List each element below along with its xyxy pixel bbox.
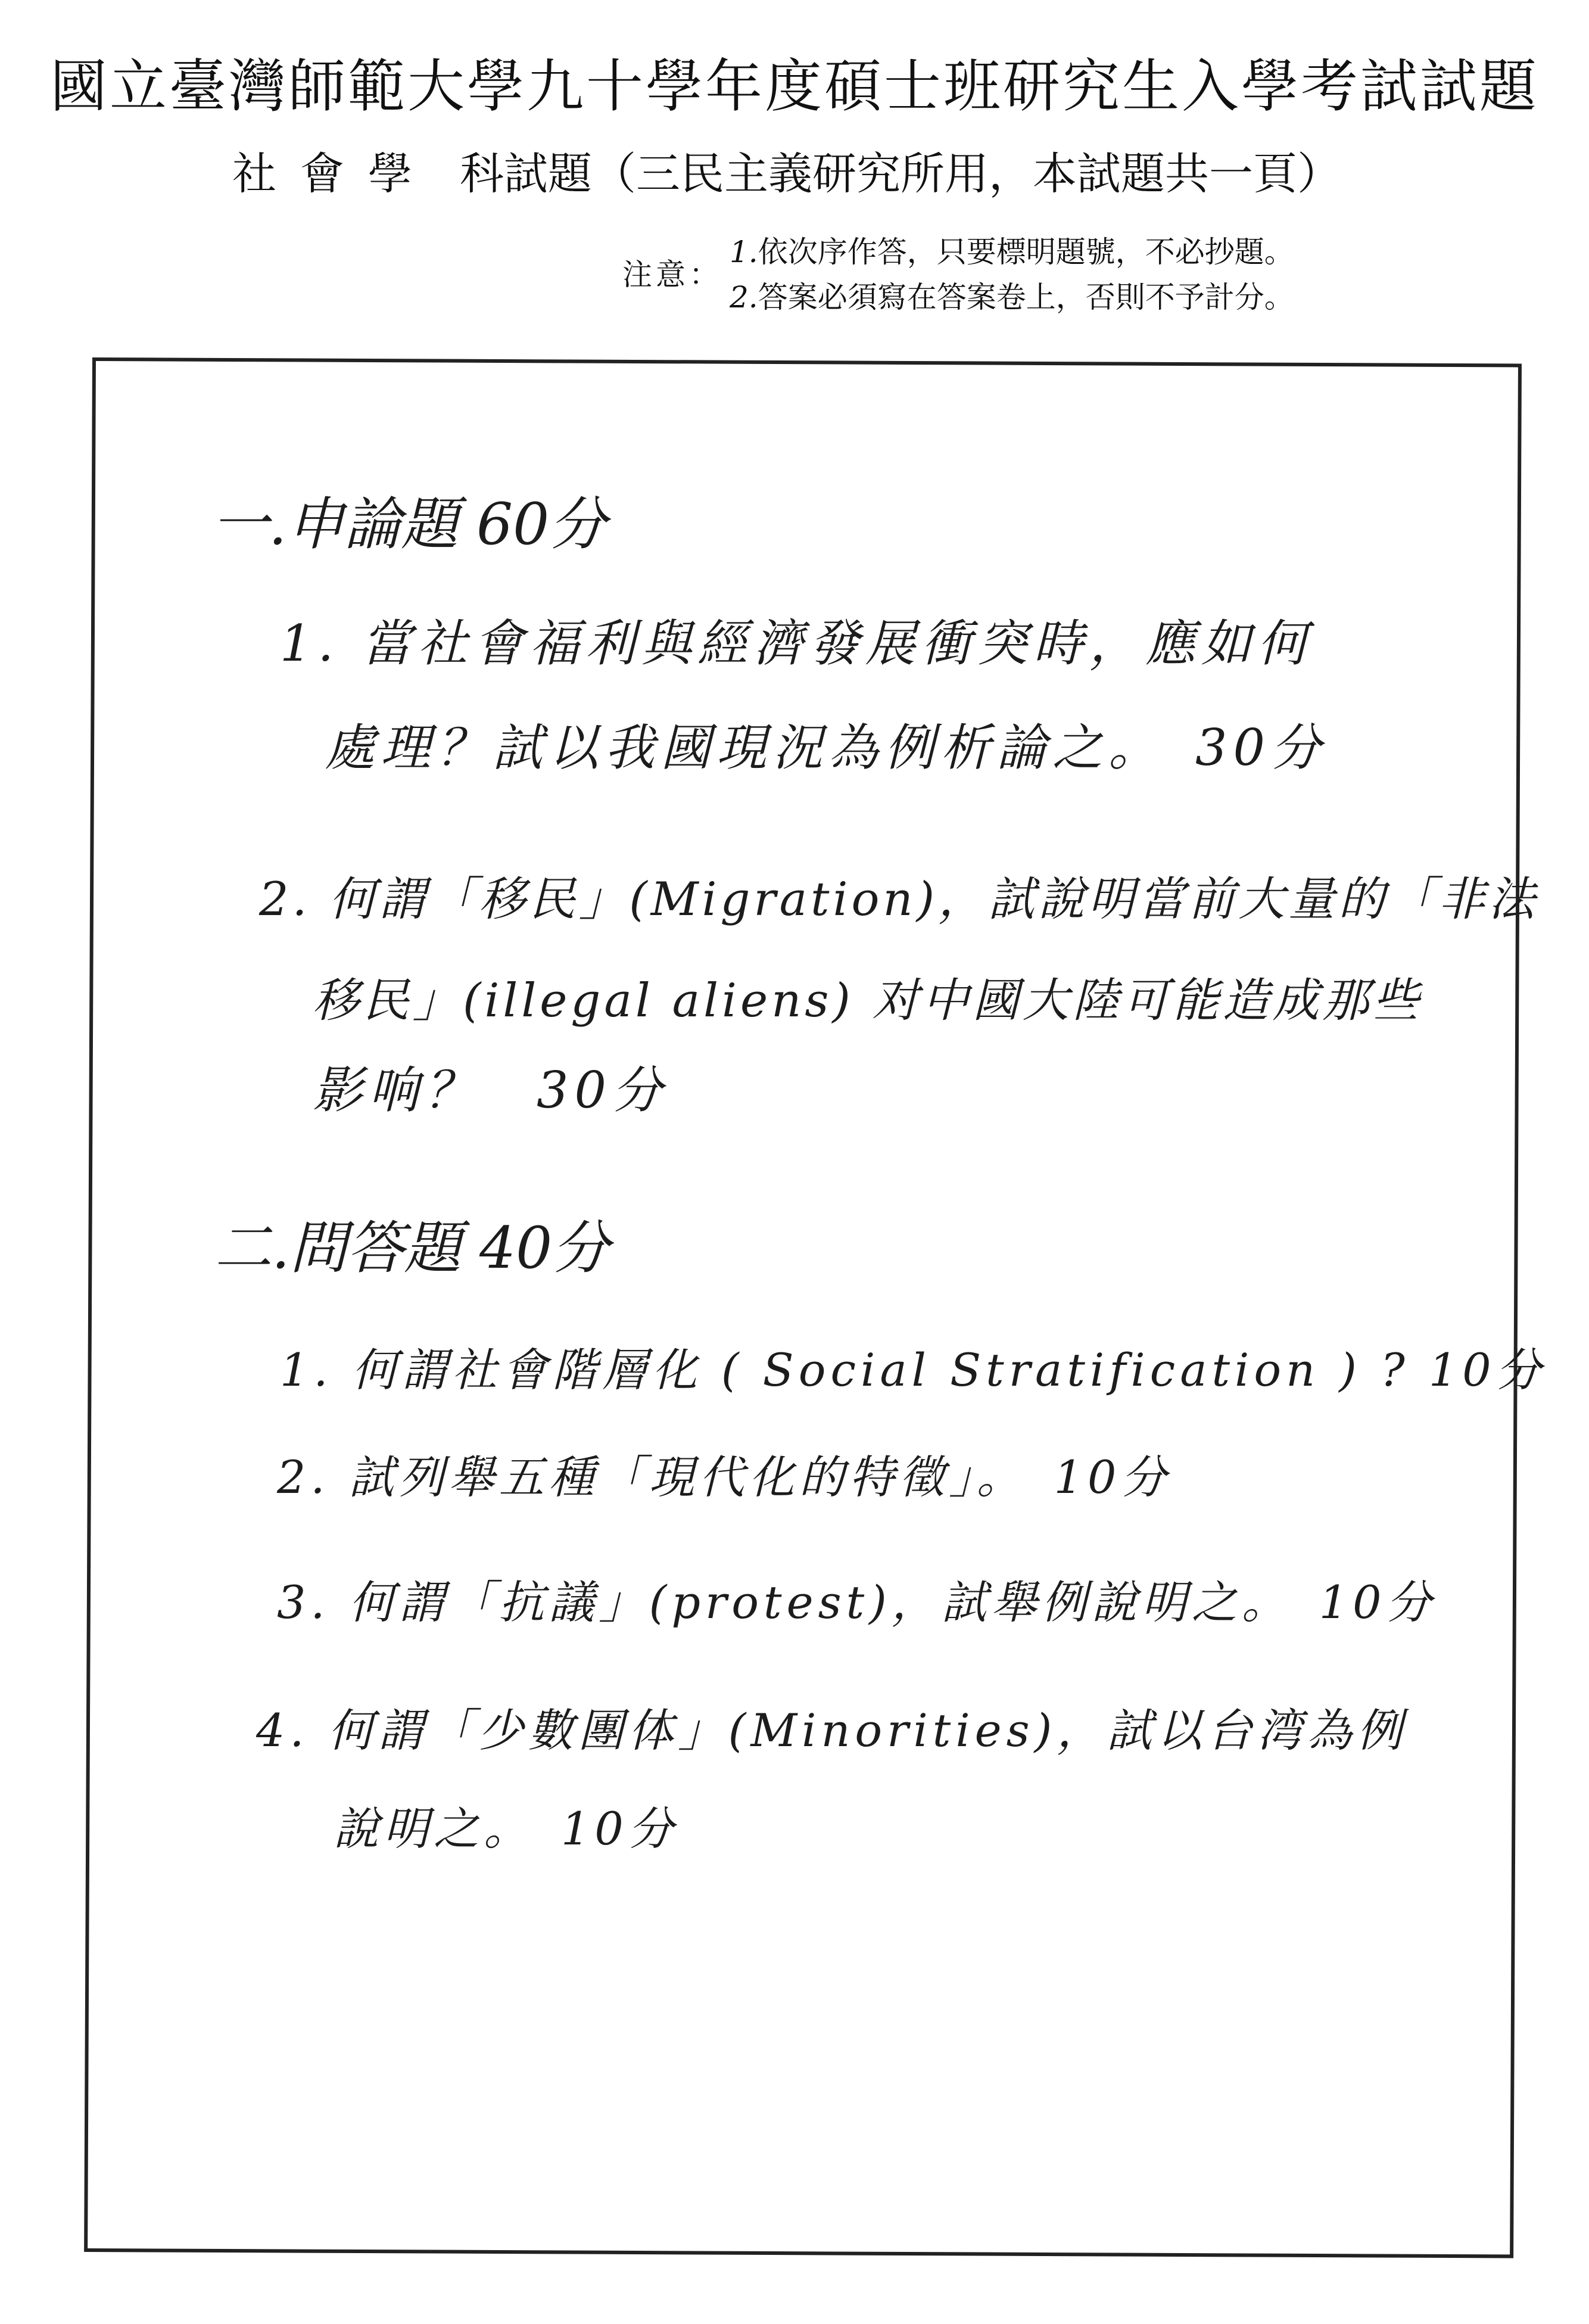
- note-number: 2.: [730, 280, 758, 315]
- note-item: [730, 275, 1294, 320]
- subtitle-details: 科試題（三民主義研究所用，本試題共一頁）: [460, 148, 1341, 200]
- essay-question-1-line-2: 處理？試以我國現況為例析論之。 30分: [325, 718, 1327, 777]
- short-question-1: 1. 何謂社會階層化 ( Social Stratification ) ? 10分: [280, 1343, 1546, 1396]
- notes-list: [730, 229, 1294, 320]
- note-text: 依次序作答，只要標明題號，不必抄題。: [758, 235, 1294, 269]
- short-question-4-line-2: 說明之。 10分: [334, 1802, 678, 1855]
- subject-name: 社會學: [232, 148, 436, 200]
- essay-question-2-line-3: 影响？ 30分: [313, 1061, 668, 1119]
- section-heading-essay: 一.申論題 60分: [211, 491, 607, 558]
- essay-question-1-line-1: 1. 當社會福利與經濟發展衝突時，應如何: [280, 614, 1313, 673]
- essay-question-2-line-1: 2. 何謂「移民」(Migration)，試說明當前大量的「非法: [259, 873, 1539, 926]
- notes-label: 注意：: [622, 257, 722, 292]
- short-question-3: 3. 何謂「抗議」(protest)，試舉例說明之。 10分: [277, 1576, 1437, 1629]
- exam-subtitle: [232, 144, 1341, 204]
- note-text: 答案必須寫在答案卷上，否則不予計分。: [758, 280, 1294, 315]
- section-heading-short-answer: 二.問答題 40分: [214, 1215, 610, 1281]
- note-number: 1.: [730, 235, 758, 269]
- essay-question-2-line-2: 移民」(illegal aliens) 对中國大陸可能造成那些: [313, 974, 1423, 1028]
- note-item: [730, 229, 1294, 275]
- short-question-2: 2. 試列舉五種「現代化的特徵」。 10分: [277, 1451, 1172, 1504]
- exam-title: 國立臺灣師範大學九十學年度碩士班研究生入學考試試題: [50, 53, 1539, 120]
- short-question-4-line-1: 4. 何謂「少數團体」(Minorities)，試以台湾為例: [256, 1704, 1407, 1757]
